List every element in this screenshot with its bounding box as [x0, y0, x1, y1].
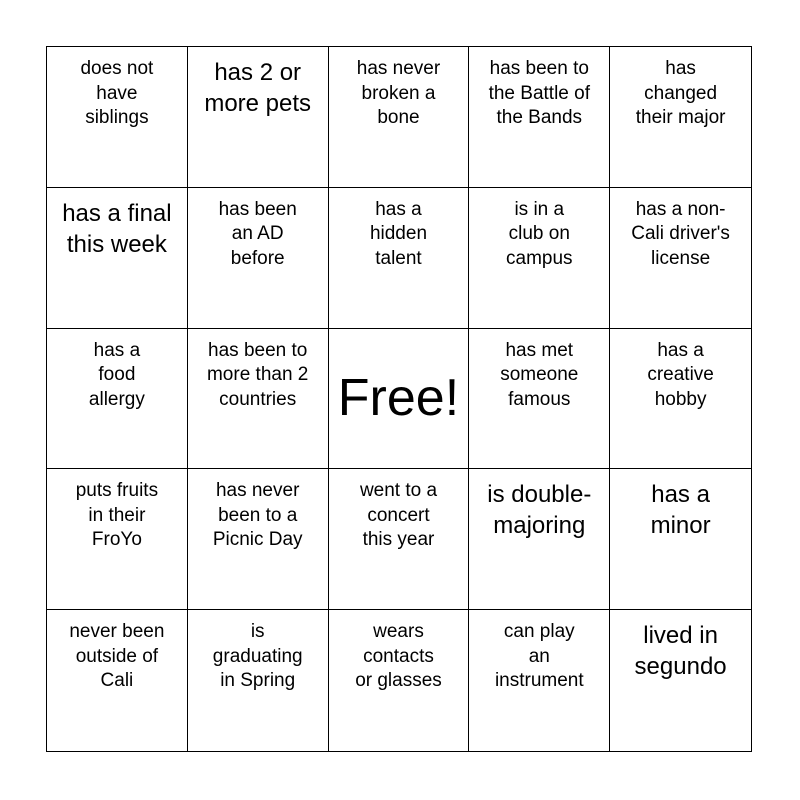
- bingo-cell-label: does not have siblings: [80, 58, 154, 128]
- bingo-cell[interactable]: [610, 610, 751, 751]
- bingo-cell-label: has met someone famous: [500, 339, 579, 410]
- bingo-cell[interactable]: [329, 47, 470, 188]
- bingo-cell[interactable]: [188, 610, 329, 751]
- bingo-cell[interactable]: [469, 329, 610, 470]
- bingo-cell[interactable]: [469, 188, 610, 329]
- bingo-cell-label: went to a concert this year: [359, 480, 438, 551]
- bingo-cell[interactable]: [329, 188, 470, 329]
- bingo-cell-label: never been outside of Cali: [69, 621, 165, 692]
- bingo-cell-label: puts fruits in their FroYo: [75, 480, 159, 551]
- bingo-cell-label: is graduating in Spring: [212, 621, 303, 692]
- bingo-cell[interactable]: [47, 188, 188, 329]
- bingo-cell-label: can play an instrument: [494, 621, 584, 692]
- bingo-cell-label: has a non- Cali driver's license: [631, 198, 730, 269]
- bingo-cell[interactable]: [329, 469, 470, 610]
- bingo-cell-label: has a creative hobby: [647, 339, 714, 410]
- bingo-cell[interactable]: [188, 47, 329, 188]
- bingo-cell-label: has a minor: [650, 481, 711, 540]
- bingo-cell[interactable]: [329, 610, 470, 751]
- bingo-cell[interactable]: [469, 469, 610, 610]
- bingo-cell-label: Free!: [337, 369, 460, 428]
- bingo-cell-label: is double- majoring: [487, 481, 592, 540]
- bingo-cell[interactable]: [188, 188, 329, 329]
- bingo-cell-label: is in a club on campus: [506, 198, 573, 269]
- bingo-cell-label: has a final this week: [62, 199, 172, 258]
- bingo-cell-label: has changed their major: [635, 58, 726, 128]
- bingo-cell[interactable]: [469, 47, 610, 188]
- bingo-cell-label: has never broken a bone: [356, 58, 441, 128]
- bingo-cell-label: has a food allergy: [88, 339, 145, 410]
- bingo-cell-free[interactable]: [329, 329, 470, 470]
- bingo-cell-label: has never been to a Picnic Day: [212, 480, 303, 551]
- bingo-cell[interactable]: [47, 329, 188, 470]
- bingo-cell[interactable]: [610, 469, 751, 610]
- bingo-cell-label: lived in segundo: [634, 622, 727, 681]
- bingo-cell-label: has been an AD before: [218, 198, 297, 269]
- bingo-cell-label: has 2 or more pets: [204, 59, 312, 117]
- bingo-cell-label: has been to more than 2 countries: [206, 339, 309, 410]
- bingo-cell[interactable]: [188, 329, 329, 470]
- bingo-cell[interactable]: [610, 47, 751, 188]
- bingo-cell-label: has a hidden talent: [369, 198, 428, 269]
- bingo-cell[interactable]: [610, 188, 751, 329]
- bingo-cell[interactable]: [469, 610, 610, 751]
- bingo-cell[interactable]: [47, 47, 188, 188]
- bingo-cell[interactable]: [47, 469, 188, 610]
- bingo-cell-label: has been to the Battle of the Bands: [488, 58, 590, 128]
- bingo-cell[interactable]: [610, 329, 751, 470]
- bingo-cell[interactable]: [47, 610, 188, 751]
- bingo-cell-label: wears contacts or glasses: [355, 621, 442, 692]
- bingo-board: [46, 46, 752, 752]
- bingo-cell[interactable]: [188, 469, 329, 610]
